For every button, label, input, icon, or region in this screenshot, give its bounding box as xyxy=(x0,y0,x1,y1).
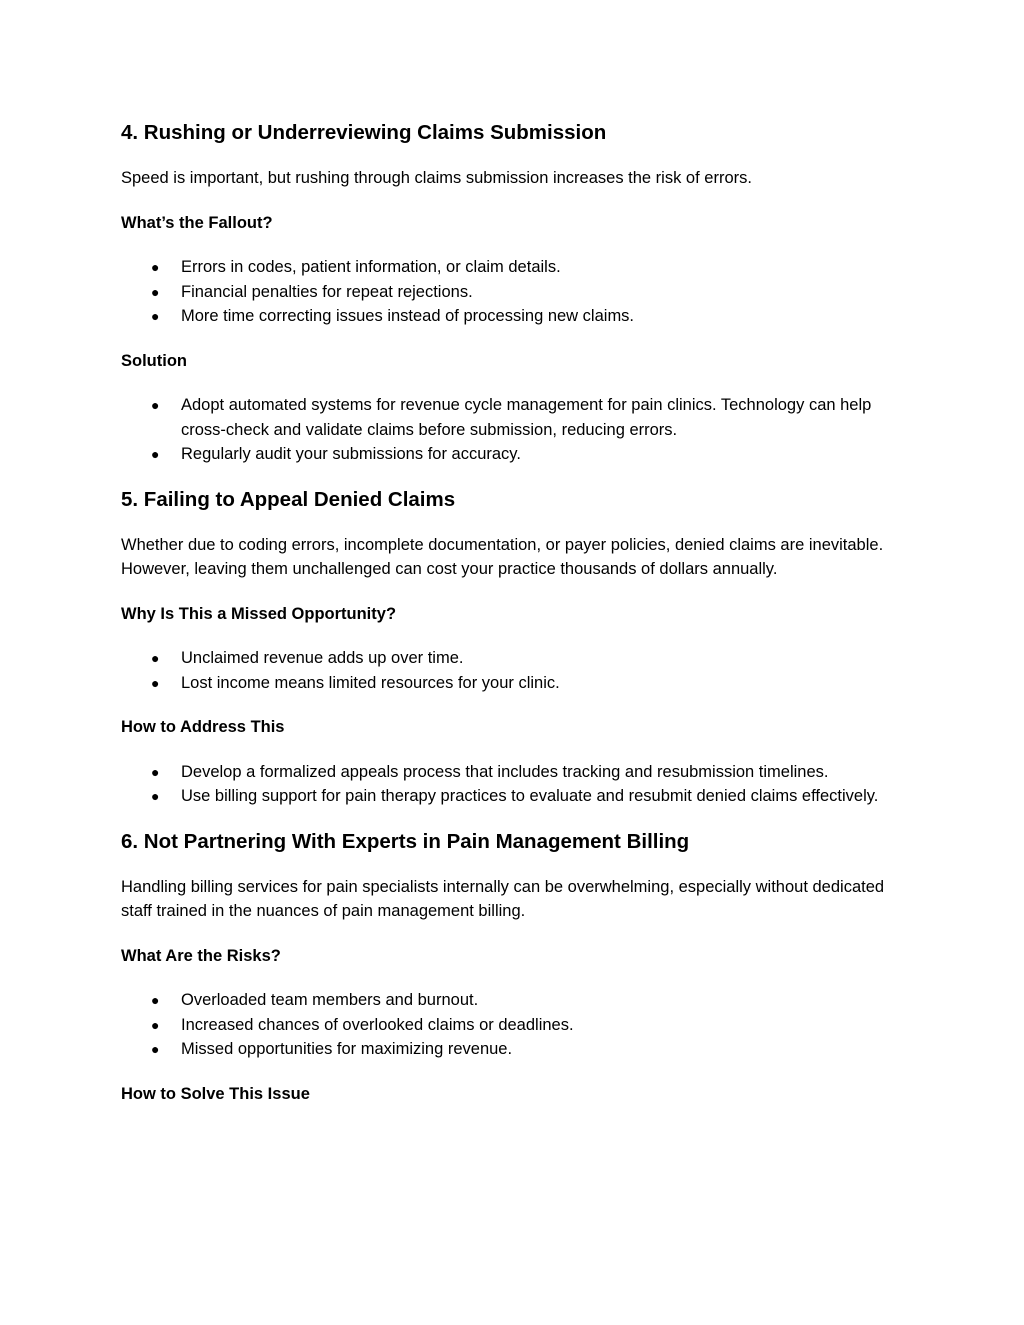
subheading: Solution xyxy=(121,351,187,370)
section-6 xyxy=(121,829,914,1107)
bullet-icon: ● xyxy=(151,283,160,300)
list-item-text: Overloaded team members and burnout. xyxy=(181,991,479,1009)
subheading: What’s the Fallout? xyxy=(121,213,273,232)
section-heading: 5. Failing to Appeal Denied Claims xyxy=(121,487,456,511)
list-item xyxy=(121,1013,914,1038)
list-item xyxy=(121,304,914,329)
list-item xyxy=(121,671,914,696)
list-item-text: More time correcting issues instead of processing new claims. xyxy=(181,307,635,325)
list-item xyxy=(121,646,914,671)
list-item xyxy=(121,255,914,280)
list-item-text: Regularly audit your submissions for accuracy. xyxy=(181,445,521,463)
list-item-text: Unclaimed revenue adds up over time. xyxy=(181,649,464,667)
section-intro: Handling billing services for pain specialists internally can be overwhelming, especially without dedicated staff trained in the nuances of pain management billing. xyxy=(121,877,885,920)
section-intro: Whether due to coding errors, incomplete documentation, or payer policies, denied claims are inevitable. However, leaving them unchallenged can cost your practice thousands of dollars annually. xyxy=(121,535,884,578)
bullet-icon: ● xyxy=(151,763,160,780)
section-heading: 4. Rushing or Underreviewing Claims Submission xyxy=(121,121,607,144)
list-item xyxy=(121,760,914,785)
list-item-text: Financial penalties for repeat rejections. xyxy=(181,282,473,301)
list-item xyxy=(121,988,914,1013)
bullet-icon: ● xyxy=(151,259,160,275)
list-item-text: Use billing support for pain therapy practices to evaluate and resubmit denied claims effectively. xyxy=(181,787,879,805)
subheading: How to Solve This Issue xyxy=(121,1084,310,1103)
list-item-text: Errors in codes, patient information, or claim details. xyxy=(181,258,561,276)
list-item-text: Increased chances of overlooked claims or deadlines. xyxy=(181,1015,574,1034)
list-item-text: Develop a formalized appeals process that includes tracking and resubmission timelines. xyxy=(181,762,829,781)
list-item-text: Lost income means limited resources for your clinic. xyxy=(181,673,560,692)
bullet-list xyxy=(121,255,914,329)
bullet-list xyxy=(121,988,914,1062)
bullet-icon: ● xyxy=(151,992,160,1008)
subheading: How to Address This xyxy=(121,718,285,736)
bullet-icon: ● xyxy=(151,788,160,804)
bullet-icon: ● xyxy=(151,1016,160,1033)
bullet-icon: ● xyxy=(151,446,160,462)
list-item xyxy=(121,1037,914,1062)
bullet-list xyxy=(121,760,914,809)
section-heading: 6. Not Partnering With Experts in Pain Management Billing xyxy=(121,829,690,853)
bullet-list xyxy=(121,646,914,695)
subheading: What Are the Risks? xyxy=(121,946,281,965)
list-item xyxy=(121,280,914,305)
section-5 xyxy=(121,487,914,809)
section-4 xyxy=(121,120,914,467)
subheading: Why Is This a Missed Opportunity? xyxy=(121,604,397,623)
list-item-text: Missed opportunities for maximizing revenue. xyxy=(181,1040,513,1058)
bullet-icon: ● xyxy=(151,650,160,666)
list-item-text: Adopt automated systems for revenue cycle management for pain clinics. Technology can help cross-check and validate claims before submission, reducing errors. xyxy=(181,396,872,439)
bullet-icon: ● xyxy=(151,1041,160,1057)
section-intro: Speed is important, but rushing through claims submission increases the risk of errors. xyxy=(121,169,752,187)
bullet-icon: ● xyxy=(151,397,160,413)
bullet-list xyxy=(121,393,914,467)
bullet-icon: ● xyxy=(151,308,160,324)
list-item xyxy=(121,393,914,442)
bullet-icon: ● xyxy=(151,674,160,691)
list-item xyxy=(121,442,914,467)
list-item xyxy=(121,784,914,809)
